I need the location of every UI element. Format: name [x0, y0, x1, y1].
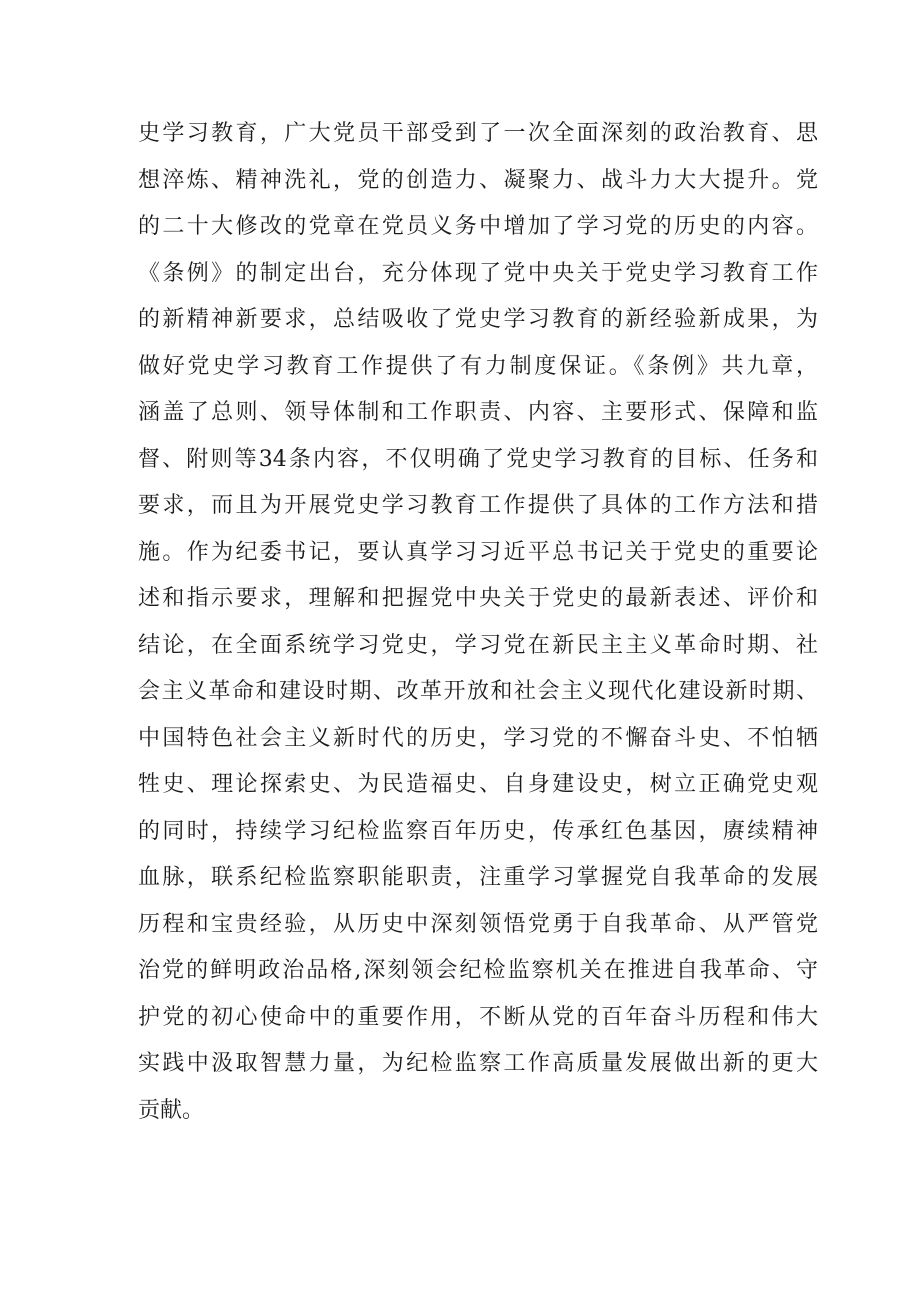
text-line: 想淬炼、精神洗礼，党的创造力、凝聚力、战斗力大大提升。党 — [138, 167, 818, 193]
text-line: 结论，在全面系统学习党史，学习党在新民主主义革命时期、社 — [138, 632, 818, 658]
text-line: 的新精神新要求，总结吸收了党史学习教育的新经验新成果，为 — [138, 307, 818, 332]
text-line: 的同时，持续学习纪检监察百年历史，传承红色基因，赓续精神 — [138, 818, 818, 844]
body-paragraph — [138, 111, 818, 1134]
text-line: 护党的初心使命中的重要作用，不断从党的百年奋斗历程和伟大 — [138, 1004, 818, 1030]
text-line: 督、附则等34条内容，不仅明确了党史学习教育的目标、任务和 — [138, 446, 818, 472]
text-line: 牲史、理论探索史、为民造福史、自身建设史，树立正确党史观 — [138, 772, 818, 797]
text-line: 中国特色社会主义新时代的历史，学习党的不懈奋斗史、不怕牺 — [138, 725, 818, 751]
text-line: 历程和宝贵经验，从历史中深刻领悟党勇于自我革命、从严管党 — [138, 911, 818, 937]
text-line: 施。作为纪委书记，要认真学习习近平总书记关于党史的重要论 — [138, 539, 818, 565]
text-line: 会主义革命和建设时期、改革开放和社会主义现代化建设新时期、 — [138, 679, 818, 704]
text-line: 史学习教育，广大党员干部受到了一次全面深刻的政治教育、思 — [138, 121, 818, 146]
text-line: 治党的鲜明政治品格,深刻领会纪检监察机关在推进自我革命、守 — [138, 958, 818, 983]
text-line: 血脉，联系纪检监察职能职责，注重学习掌握党自我革命的发展 — [138, 865, 818, 890]
text-line: 要求，而且为开展党史学习教育工作提供了具体的工作方法和措 — [138, 493, 818, 518]
text-line-final: 贡献。 — [138, 1097, 205, 1123]
text-line: 做好党史学习教育工作提供了有力制度保证。《条例》共九章， — [138, 353, 818, 379]
text-line: 述和指示要求，理解和把握党中央关于党史的最新表述、评价和 — [138, 586, 818, 611]
text-line: 实践中汲取智慧力量，为纪检监察工作高质量发展做出新的更大 — [138, 1051, 818, 1076]
text-line: 涵盖了总则、领导体制和工作职责、内容、主要形式、保障和监 — [138, 400, 818, 425]
text-line: 《条例》的制定出台，充分体现了党中央关于党史学习教育工作 — [138, 260, 818, 286]
text-line: 的二十大修改的党章在党员义务中增加了学习党的历史的内容。 — [138, 214, 818, 239]
